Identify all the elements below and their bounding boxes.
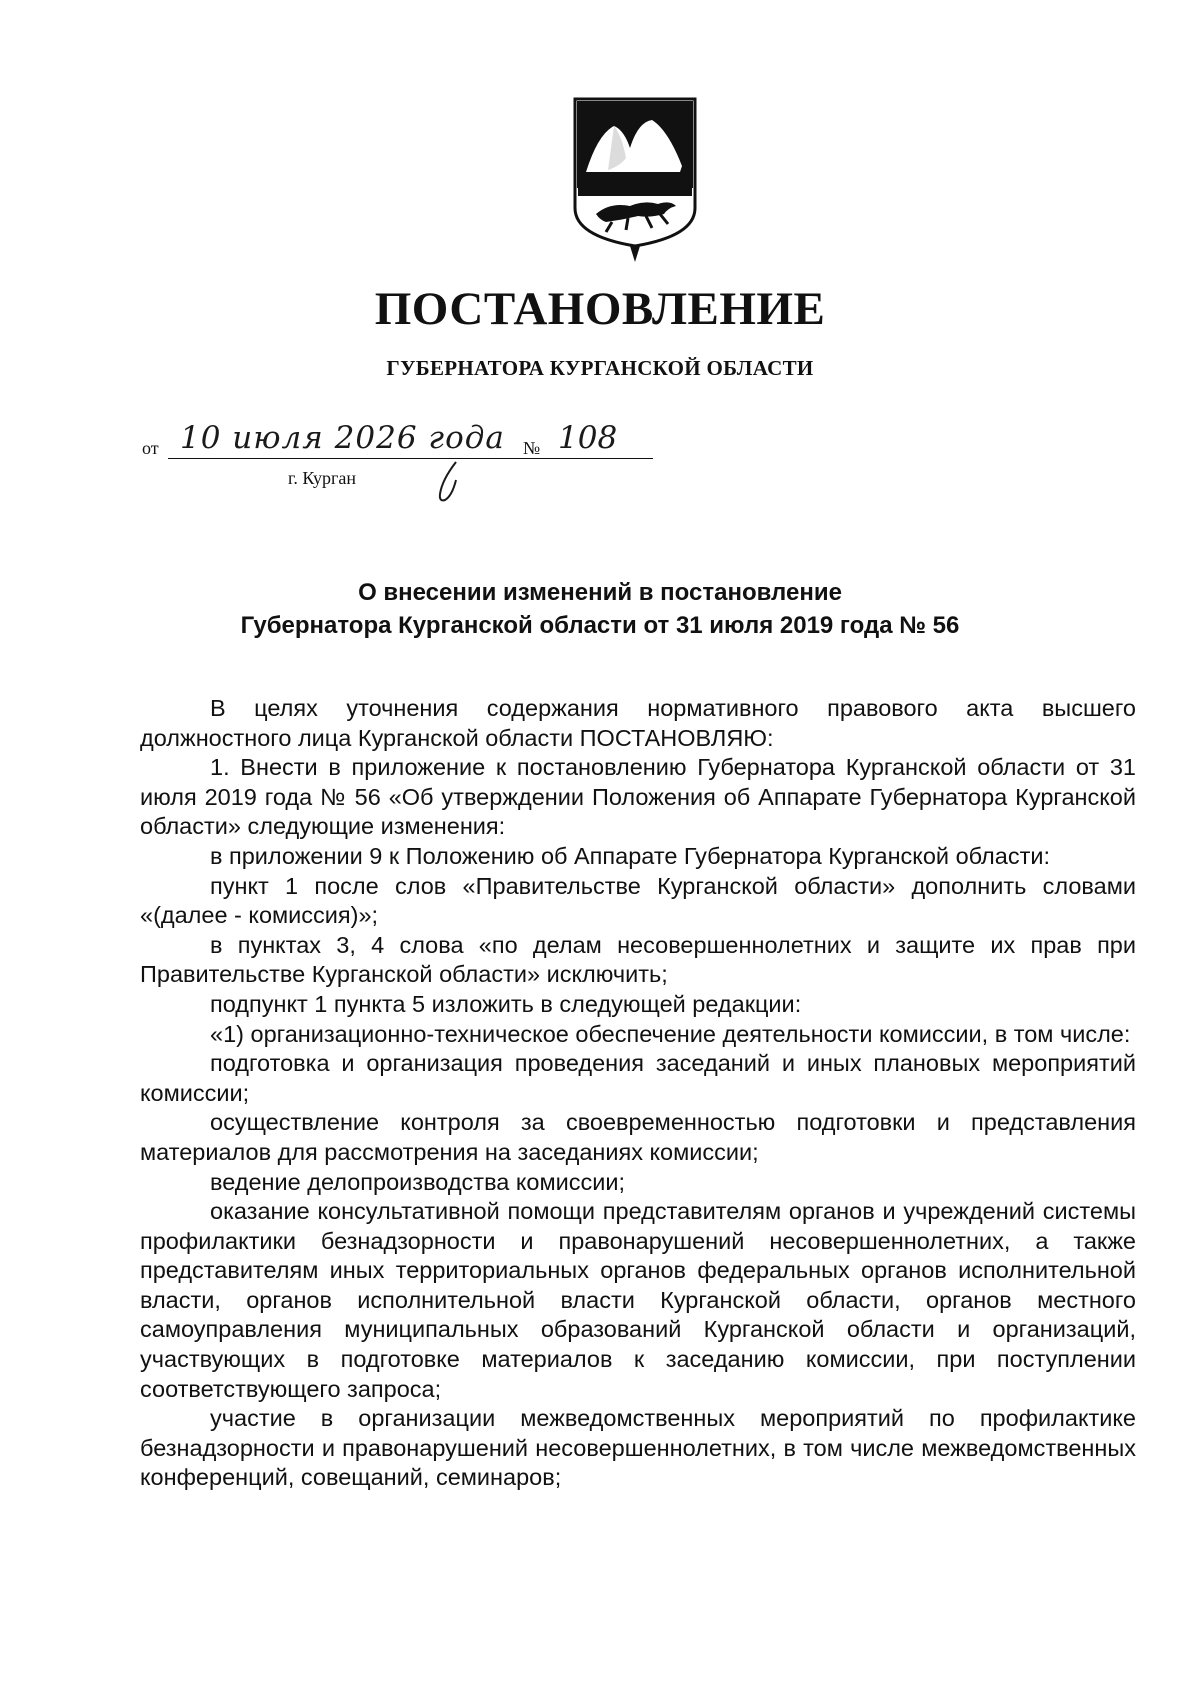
paragraph: подготовка и организация проведения заседаний и иных плановых мероприятий комиссии;	[140, 1050, 1136, 1106]
document-body	[140, 694, 1136, 1493]
paragraph: В целях уточнения содержания нормативного правового акта высшего должностного лица Курганской области ПОСТАНОВЛЯЮ:	[140, 695, 1136, 751]
city-label: г. Курган	[288, 468, 357, 488]
paragraph: осуществление контроля за своевременностью подготовки и представления материалов для рассмотрения на заседаниях комиссии;	[140, 1109, 1136, 1165]
date-underline	[168, 458, 653, 459]
paragraph: ведение делопроизводства комиссии;	[210, 1168, 626, 1195]
paragraph: в пунктах 3, 4 слова «по делам несовершеннолетних и защите их прав при Правительстве Курганской области» исключить;	[140, 931, 1136, 988]
title-line: О внесении изменений в постановление	[358, 579, 842, 606]
coat-of-arms-emblem	[572, 96, 698, 264]
paragraph: «1) организационно-техническое обеспечение деятельности комиссии, в том числе:	[210, 1020, 1131, 1047]
paragraph: участие в организации межведомственных мероприятий по профилактике безнадзорности и правонарушений несовершеннолетних, в том числе межведомственных конференций, совещаний, семинаров;	[140, 1405, 1136, 1491]
issuer-heading: ГУБЕРНАТОРА КУРГАНСКОЙ ОБЛАСТИ	[386, 356, 814, 380]
handwritten-number: 108	[558, 420, 618, 456]
paragraph: оказание консультативной помощи представителям органов и учреждений системы профилактики безнадзорности и правонарушений несовершеннолетних, а также представителям иных территориальных органов федеральных органов исполнительной власти, органов исполнительной власти Курганской области, органов местного самоуправления муниципальных образований Курганской области и организаций, участвующих в подготовке материалов к заседанию комиссии, при поступлении соответствующего запроса;	[140, 1198, 1136, 1402]
document-type-heading: ПОСТАНОВЛЕНИЕ	[374, 283, 826, 335]
date-prefix: от	[142, 438, 159, 458]
title-line: Губернатора Курганской области от 31 июля 2019 года № 56	[240, 612, 960, 639]
number-label: №	[523, 438, 541, 458]
document-title	[0, 576, 1200, 642]
handwritten-date: 10 июля 2026 года	[180, 420, 505, 456]
handwriting-flourish	[432, 460, 462, 504]
paragraph: в приложении 9 к Положению об Аппарате Губернатора Курганской области:	[210, 842, 1050, 869]
registration-block	[140, 420, 640, 508]
paragraph: пункт 1 после слов «Правительстве Курганской области» дополнить словами «(далее - комиссия)»;	[140, 872, 1136, 929]
paragraph: 1. Внести в приложение к постановлению Губернатора Курганской области от 31 июля 2019 года № 56 «Об утверждении Положения об Аппарате Губернатора Курганской области» следующие изменения:	[140, 754, 1136, 840]
paragraph: подпункт 1 пункта 5 изложить в следующей редакции:	[210, 990, 802, 1017]
